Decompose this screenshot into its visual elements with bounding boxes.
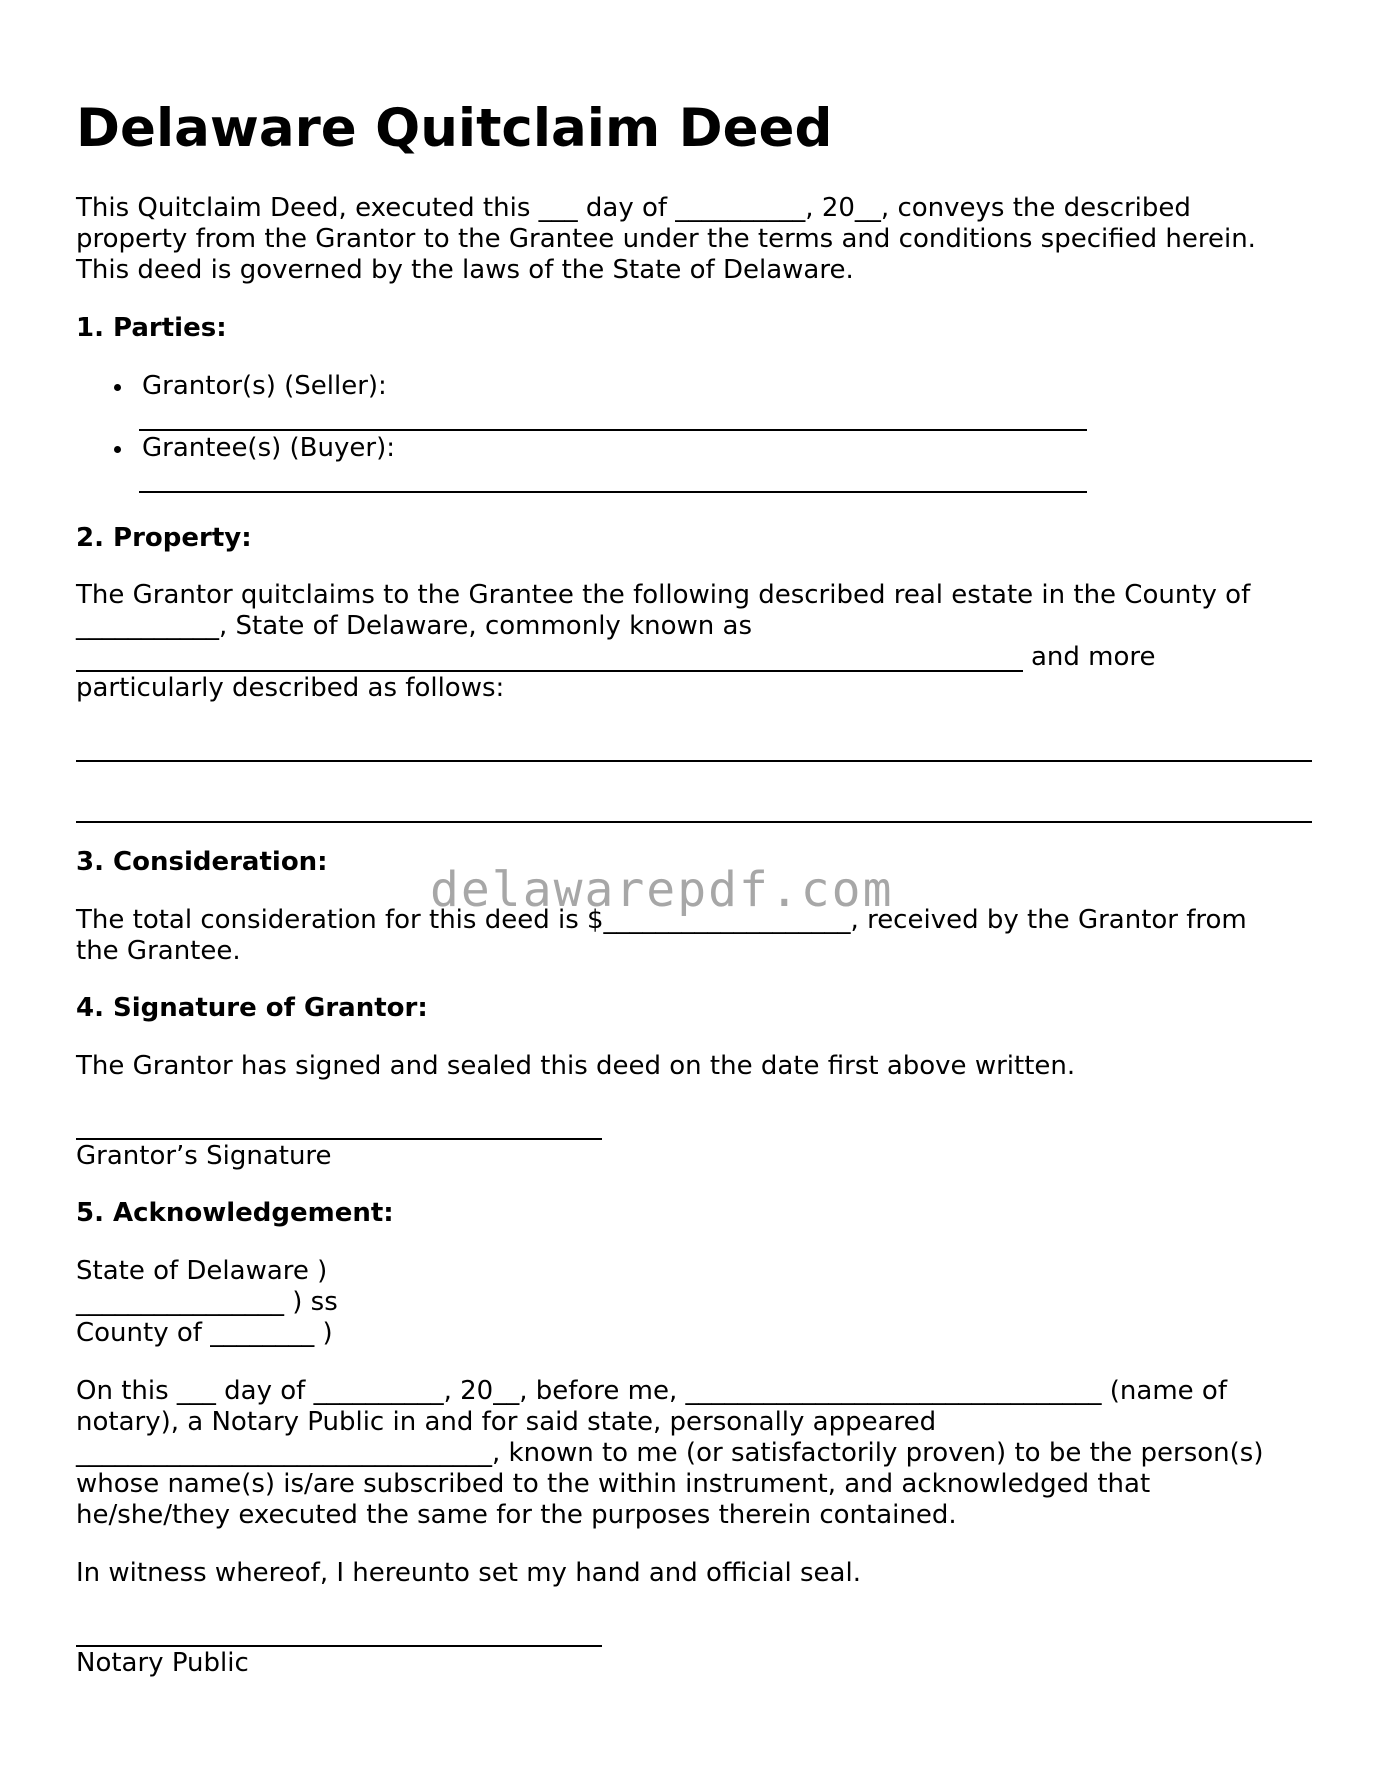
notary-signature-field[interactable] xyxy=(76,1645,602,1647)
acknowledgement-line-5: he/she/they executed the same for the purposes therein contained. xyxy=(76,1500,957,1530)
venue-line-2: ________________ ) ss xyxy=(76,1287,338,1317)
property-line-2: ___________, State of Delaware, commonly known as xyxy=(76,611,752,641)
venue-line-3: County of ________ ) xyxy=(76,1318,333,1348)
property-line-3-suffix: and more xyxy=(1031,642,1156,672)
notary-public-label: Notary Public xyxy=(76,1648,249,1678)
intro-line-2: property from the Grantor to the Grantee under the terms and conditions specified herein. xyxy=(76,224,1256,254)
property-description-field-1[interactable] xyxy=(76,760,1312,762)
acknowledgement-line-2: notary), a Notary Public in and for said state, personally appeared xyxy=(76,1407,937,1437)
bullet-dot-icon xyxy=(114,446,121,453)
venue-line-1: State of Delaware ) xyxy=(76,1256,328,1286)
witness-statement: In witness whereof, I hereunto set my hand and official seal. xyxy=(76,1558,861,1588)
section-heading-consideration: 3. Consideration: xyxy=(76,847,328,877)
bullet-grantor xyxy=(142,371,387,402)
grantee-label: Grantee(s) (Buyer): xyxy=(142,433,395,463)
grantor-label: Grantor(s) (Seller): xyxy=(142,371,387,401)
acknowledgement-line-1: On this ___ day of __________, 20__, before me, ________________________________ (name of xyxy=(76,1376,1227,1406)
section-heading-parties: 1. Parties: xyxy=(76,313,227,343)
property-line-1: The Grantor quitclaims to the Grantee the following described real estate in the County of xyxy=(76,580,1251,610)
grantee-name-field[interactable] xyxy=(139,491,1087,493)
acknowledgement-line-3: ________________________________, known to me (or satisfactorily proven) to be the person(s) xyxy=(76,1438,1264,1468)
grantor-signature-field[interactable] xyxy=(76,1138,602,1140)
grantor-name-field[interactable] xyxy=(139,429,1087,431)
bullet-dot-icon xyxy=(114,384,121,391)
section-heading-signature: 4. Signature of Grantor: xyxy=(76,993,428,1023)
grantor-signature-label: Grantor’s Signature xyxy=(76,1141,332,1171)
intro-line-1: This Quitclaim Deed, executed this ___ day of __________, 20__, conveys the described xyxy=(76,193,1191,223)
property-line-4: particularly described as follows: xyxy=(76,673,505,703)
consideration-line-2: the Grantee. xyxy=(76,936,241,966)
watermark: delawarepdf.com xyxy=(430,862,894,918)
document-title: Delaware Quitclaim Deed xyxy=(76,98,833,159)
signature-statement: The Grantor has signed and sealed this deed on the date first above written. xyxy=(76,1051,1076,1081)
property-common-name-field[interactable] xyxy=(76,670,1023,672)
section-heading-acknowledgement: 5. Acknowledgement: xyxy=(76,1198,394,1228)
consideration-line-1: The total consideration for this deed is $___________________, received by the Grantor from xyxy=(76,905,1247,935)
intro-line-3: This deed is governed by the laws of the State of Delaware. xyxy=(76,255,854,285)
property-description-field-2[interactable] xyxy=(76,821,1312,823)
section-heading-property: 2. Property: xyxy=(76,523,252,553)
bullet-grantee xyxy=(142,433,395,464)
acknowledgement-line-4: whose name(s) is/are subscribed to the within instrument, and acknowledged that xyxy=(76,1469,1151,1499)
